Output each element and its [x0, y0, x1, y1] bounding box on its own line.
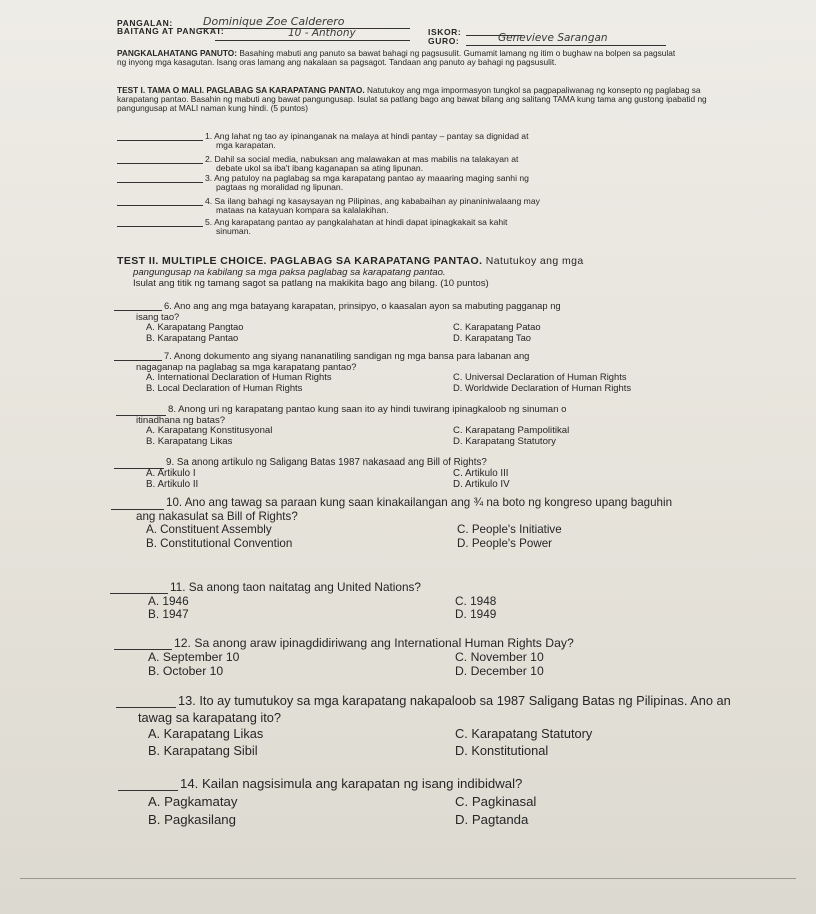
choice-a: A. Karapatang Pangtao	[146, 321, 244, 332]
choice-d: D. Pagtanda	[455, 812, 529, 827]
pangalan-value: Dominique Zoe Calderero	[203, 15, 345, 28]
answer-blank[interactable]	[117, 140, 203, 141]
choice-c: C. Karapatang Statutory	[455, 726, 593, 741]
test2-line3: Isulat ang titik ng tamang sagot sa patlang na makikita bago ang bilang. (10 puntos)	[133, 278, 489, 289]
choice-c: C. Karapatang Pampolitikal	[453, 425, 570, 436]
choice-c: C. Artikulo III	[453, 467, 509, 479]
choice-a: A. Karapatang Konstitusyonal	[146, 425, 273, 436]
baitang-line	[215, 40, 410, 41]
choice-a: A. Artikulo I	[146, 467, 196, 479]
question-text: 12. Sa anong araw ipinagdidiriwang ang International Human Rights Day?	[174, 636, 574, 650]
test1-item-text: 2. Dahil sa social media, nabuksan ang malawakan at mas mabilis na talakayan at	[205, 154, 519, 164]
choice-b: B. Artikulo II	[146, 478, 199, 490]
test1-item-text-cont: sinuman.	[216, 226, 251, 236]
test1-item-text-cont: mga karapatan.	[216, 140, 276, 150]
choice-b: B. Constitutional Convention	[146, 536, 293, 550]
choice-c: C. 1948	[455, 593, 497, 608]
question-text-cont: nagaganap na paglabag sa mga karapatang pantao?	[136, 360, 357, 372]
choice-b: B. October 10	[148, 664, 224, 678]
choice-b: B. Karapatang Likas	[146, 435, 233, 447]
question-text-cont: isang tao?	[136, 310, 180, 322]
test1-item-text-cont: mataas na katayuan kompara sa kalalakihan.	[216, 205, 389, 215]
answer-blank[interactable]	[117, 226, 203, 227]
choice-d: D. 1949	[455, 607, 497, 621]
test1-item-text: 3. Ang patuloy na paglabag sa mga karapatang pantao ay maaaring maging sanhi ng	[205, 173, 529, 183]
baitang-value: 10 - Anthony	[288, 27, 356, 39]
choice-d: D. People's Power	[457, 536, 553, 550]
question-text: 14. Kailan nagsisimula ang karapatan ng isang indibidwal?	[180, 776, 523, 791]
answer-blank[interactable]	[117, 182, 203, 183]
choice-a: A. 1946	[148, 593, 189, 608]
test1-item-text-cont: pagtaas ng moralidad ng lipunan.	[216, 182, 344, 192]
choice-d: D. Karapatang Statutory	[453, 435, 556, 447]
choice-c: C. November 10	[455, 650, 544, 664]
choice-a: A. Pagkamatay	[148, 794, 238, 809]
choice-a: A. Constituent Assembly	[146, 523, 272, 536]
choice-c: C. People's Initiative	[457, 523, 562, 536]
guro-value: Genevieve Sarangan	[498, 32, 608, 44]
test1-item-text-cont: debate ukol sa iba't ibang kaganapan sa ating lipunan.	[216, 163, 424, 173]
guro-label: GURO:	[428, 36, 460, 46]
question-text: 13. Ito ay tumutukoy sa mga karapatang nakapaloob sa 1987 Saligang Batas ng Pilipinas. Ano an	[178, 693, 731, 708]
choice-b: B. Local Declaration of Human Rights	[146, 381, 303, 393]
choice-d: D. Worldwide Declaration of Human Rights	[453, 381, 632, 393]
question-text: 8. Anong uri ng karapatang pantao kung saan ito ay hindi tuwirang ipinagkaloob ng sinuman o	[168, 404, 567, 415]
test2-title-cont: Natutukoy ang mga	[485, 255, 584, 267]
general-instructions	[117, 49, 683, 67]
instructions-title: PANGKALAHATANG PANUTO:	[117, 48, 237, 58]
choice-b: B. Karapatang Sibil	[148, 742, 258, 758]
choice-c: C. Pagkinasal	[455, 794, 537, 809]
choice-d: D. Karapatang Tao	[453, 331, 532, 343]
instructions-text: Basahing mabuti ang panuto sa bawat bahagi ng pagsusulit. Gumamit lamang ng itim o bughaw na bolpen sa pagsulat ng inyong mga kasagutan. Isang oras lamang ang nakalaan sa pagsagot. Tandaan ang panuto ay bahagi ng pagsusulit.	[117, 48, 676, 67]
question-text-cont: ang nakasulat sa Bill of Rights?	[136, 509, 298, 523]
test1-item-text: 4. Sa ilang bahagi ng kasaysayan ng Pilipinas, ang kababaihan ay pinaniniwalaang may	[205, 196, 540, 206]
choice-c: C. Karapatang Patao	[453, 321, 541, 332]
choice-c: C. Universal Declaration of Human Rights	[453, 371, 627, 382]
answer-blank[interactable]	[117, 163, 203, 164]
test2-title: TEST II. MULTIPLE CHOICE. PAGLABAG SA KARAPATANG PANTAO.	[117, 255, 483, 267]
iskor-label: ISKOR:	[428, 27, 462, 37]
choice-b: B. Pagkasilang	[148, 812, 236, 827]
guro-line	[466, 45, 666, 46]
choice-b: B. Karapatang Pantao	[146, 331, 239, 343]
test1-title: TEST I. TAMA O MALI. PAGLABAG SA KARAPATANG PANTAO.	[117, 85, 365, 95]
pangalan-label: PANGALAN:	[117, 18, 173, 28]
test1-section-header	[117, 86, 723, 113]
choice-a: A. International Declaration of Human Rights	[146, 371, 332, 382]
question-text: 11. Sa anong taon naitatag ang United Nations?	[170, 580, 421, 594]
question-text: 9. Sa anong artikulo ng Saligang Batas 1987 nakasaad ang Bill of Rights?	[166, 457, 487, 468]
question-text-cont: itinadhana ng batas?	[136, 414, 226, 426]
question-text: 6. Ano ang ang mga batayang karapatan, prinsipyo, o kaasalan ayon sa mabuting pagganap ng	[164, 300, 561, 311]
question-text: 10. Ano ang tawag sa paraan kung saan kinakailangan ang ¾ na boto ng kongreso upang baguhin	[166, 496, 673, 509]
choice-d: D. Artikulo IV	[453, 478, 510, 490]
test1-directions: Natutukoy ang mga impormasyon tungkol sa pagpapaliwanag ng konsepto ng paglabag sa karapatang pantao. Basahin ng mabuti ang bawat pangungusap. Isulat sa patlang bago ang bawat bilang ang salitang TAMA kung tama ang gustong ipabatid ng pangungusap at MALI naman kung hindi. (5 puntos)	[117, 85, 707, 113]
choice-a: A. September 10	[148, 650, 240, 664]
choice-a: A. Karapatang Likas	[148, 726, 264, 741]
test1-item-text: 5. Ang karapatang pantao ay pangkalahatan at hindi dapat ipinagkakait sa kahit	[205, 217, 508, 227]
answer-blank[interactable]	[118, 790, 178, 791]
choice-b: B. 1947	[148, 607, 189, 621]
choice-d: D. December 10	[455, 664, 544, 678]
page-bottom-rule	[20, 878, 796, 879]
answer-blank[interactable]	[117, 205, 203, 206]
baitang-label: BAITANG AT PANGKAT:	[117, 26, 225, 36]
test2-line2: pangungusap na kabilang sa mga paksa paglabag sa karapatang pantao.	[133, 267, 446, 278]
choice-d: D. Konstitutional	[455, 742, 549, 758]
answer-blank[interactable]	[116, 707, 176, 708]
test1-item-text: 1. Ang lahat ng tao ay ipinanganak na malaya at hindi pantay – pantay sa dignidad at	[205, 131, 529, 141]
question-text-cont: tawag sa karapatang ito?	[138, 709, 281, 725]
test2-title-row	[117, 255, 584, 267]
question-text: 7. Anong dokumento ang siyang nananatiling sandigan ng mga bansa para labanan ang	[164, 350, 530, 361]
